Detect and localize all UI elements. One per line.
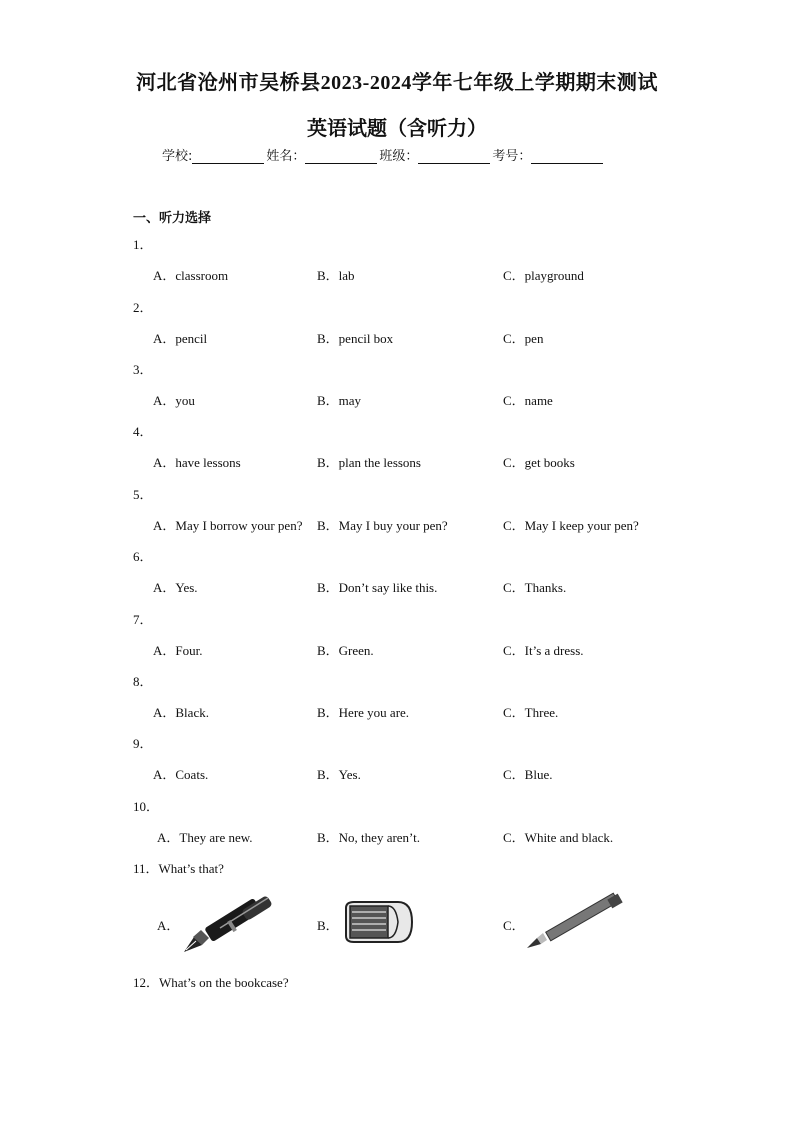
q10-option-c: C．White and black. [503,830,614,845]
q5-option-a: A．May I borrow your pen? [153,518,303,533]
question-7-number: 7． [133,612,153,627]
q7-option-b: B．Green. [317,643,374,658]
exam-number-blank[interactable] [531,149,603,164]
q6-option-a: A．Yes. [153,580,198,595]
pencil-icon [525,890,625,957]
exam-number-label: 考号： [492,149,532,164]
q2-option-c: C．pen [503,331,544,346]
question-1-number: 1． [133,237,153,252]
name-label: 姓名： [266,149,306,164]
q2-option-a: A．pencil [153,331,208,346]
eraser-icon [340,898,416,951]
q3-option-a: A．you [153,393,195,408]
q5-option-b: B．May I buy your pen? [317,518,448,533]
student-info-row [162,145,605,164]
class-blank[interactable] [418,149,490,164]
q4-option-c: C．get books [503,455,575,470]
q1-option-b: B．lab [317,268,355,283]
question-10-number: 10． [133,799,160,814]
question-3-number: 3． [133,362,153,377]
question-2-number: 2． [133,300,153,315]
question-12: 12．What’s on the bookcase? [133,975,289,990]
q8-option-b: B．Here you are. [317,705,410,720]
class-label: 班级： [379,149,419,164]
q5-option-c: C．May I keep your pen? [503,518,639,533]
q9-option-c: C．Blue. [503,767,553,782]
q7-option-a: A．Four. [153,643,203,658]
school-label: 学校: [162,149,193,164]
fountain-pen-icon [180,890,280,961]
question-6-number: 6． [133,549,153,564]
question-11: 11．What’s that? [133,861,224,876]
exam-title-line1: 河北省沧州市吴桥县2023-2024学年七年级上学期期末测试 [136,72,658,94]
question-4-number: 4． [133,424,153,439]
school-blank[interactable] [192,149,264,164]
exam-title-line2: 英语试题（含听力） [307,118,487,140]
question-8-number: 8． [133,674,153,689]
q3-option-b: B．may [317,393,362,408]
question-5-number: 5． [133,487,153,502]
q11-option-a-label: A． [157,918,180,933]
q4-option-b: B．plan the lessons [317,455,421,470]
name-blank[interactable] [305,149,377,164]
q1-option-a: A．classroom [153,268,229,283]
q10-option-a: A．They are new. [157,830,253,845]
q8-option-c: C．Three. [503,705,559,720]
q9-option-b: B．Yes. [317,767,361,782]
q9-option-a: A．Coats. [153,767,209,782]
section-title: 一、听力选择 [133,211,212,226]
q11-option-c-label: C． [503,918,525,933]
q6-option-c: C．Thanks. [503,580,567,595]
q11-option-b-label: B． [317,918,339,933]
q6-option-b: B．Don’t say like this. [317,580,438,595]
question-9-number: 9． [133,736,153,751]
q2-option-b: B．pencil box [317,331,394,346]
q7-option-c: C．It’s a dress. [503,643,584,658]
q1-option-c: C．playground [503,268,584,283]
q10-option-b: B．No, they aren’t. [317,830,421,845]
q8-option-a: A．Black. [153,705,209,720]
q3-option-c: C．name [503,393,553,408]
q4-option-a: A．have lessons [153,455,241,470]
